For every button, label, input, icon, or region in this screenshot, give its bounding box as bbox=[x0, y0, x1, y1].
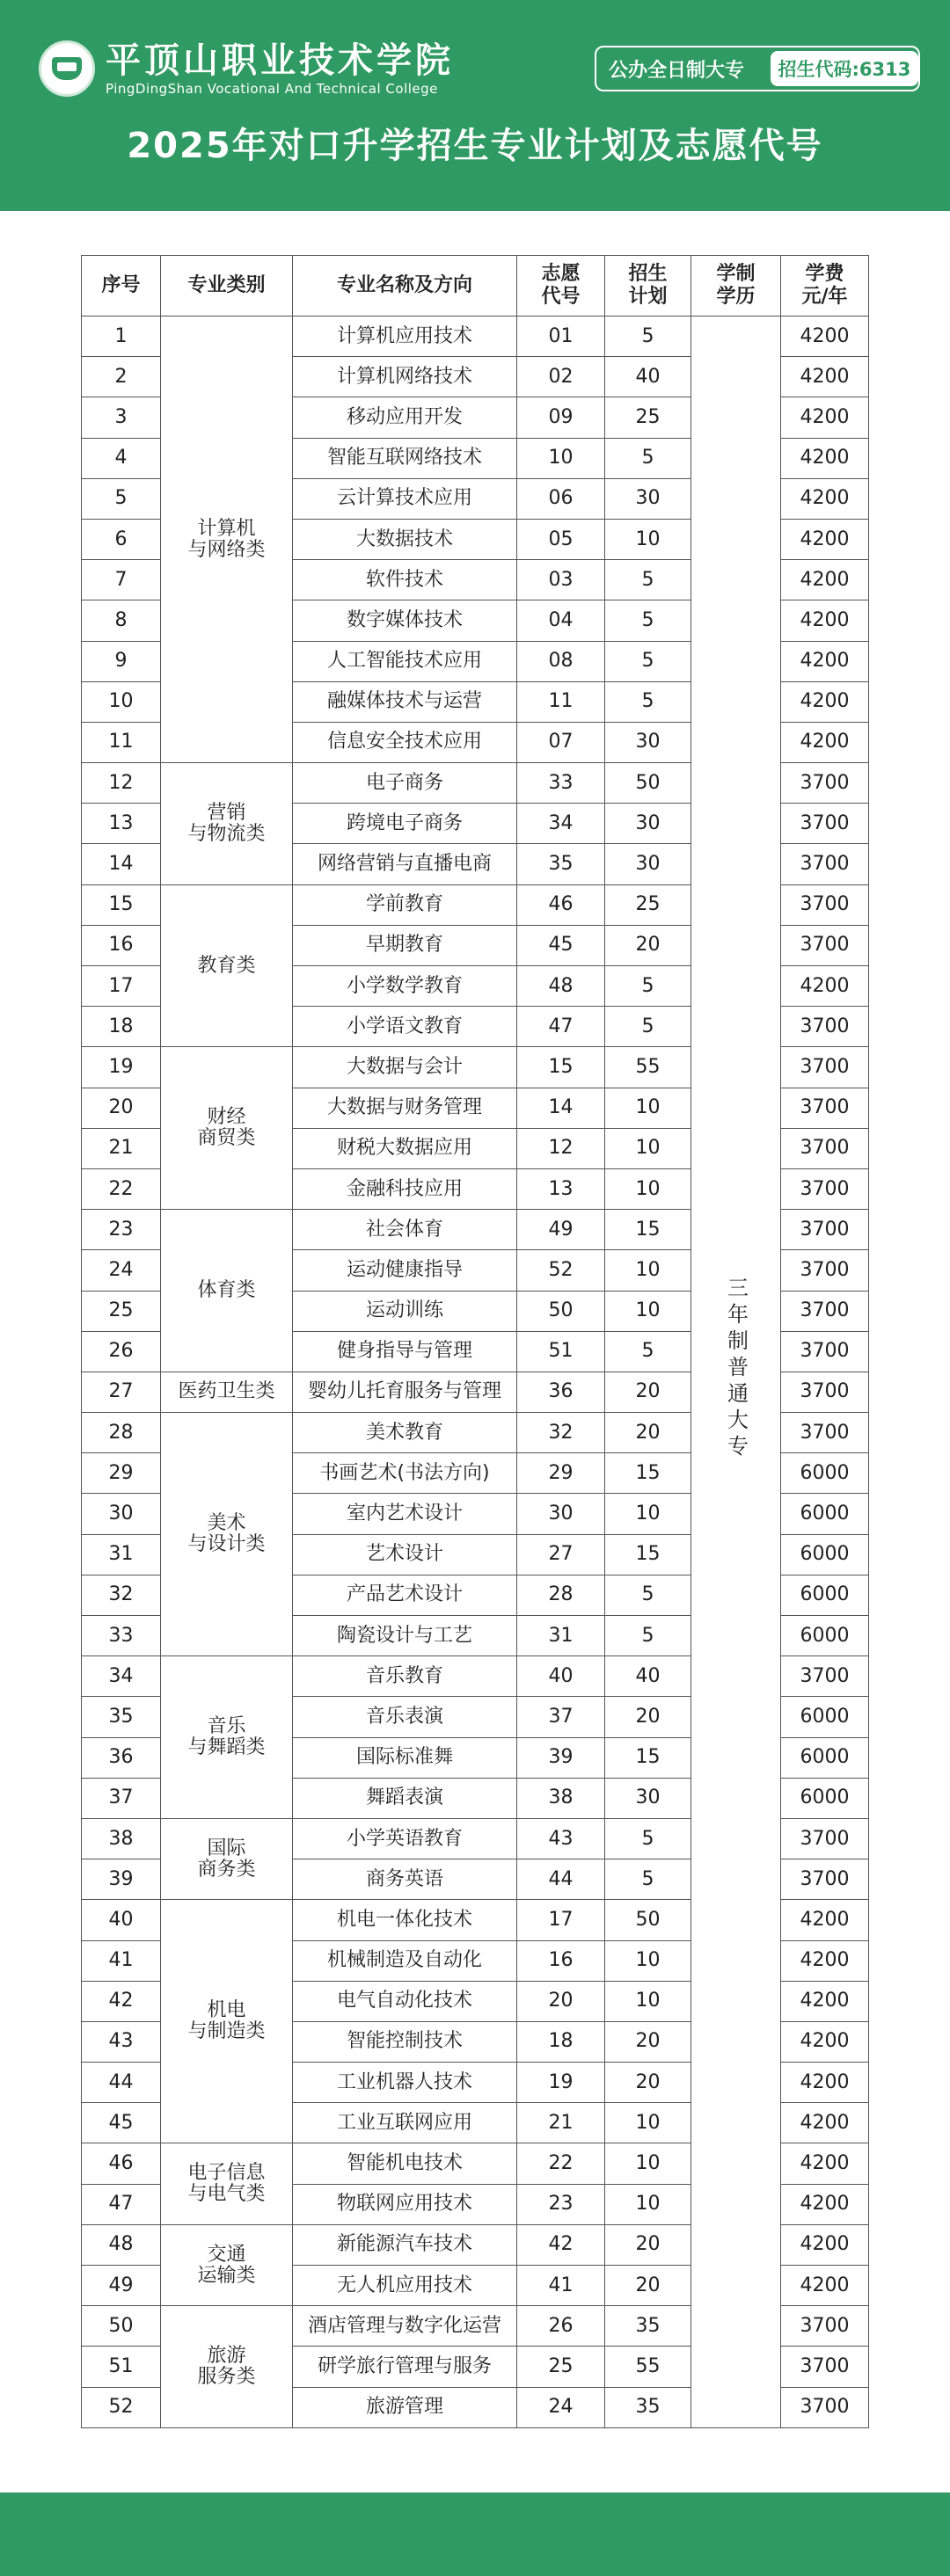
choice-code: 09 bbox=[517, 397, 605, 438]
major-name: 学前教育 bbox=[293, 884, 517, 925]
major-name: 大数据与财务管理 bbox=[293, 1088, 517, 1128]
tuition: 3700 bbox=[781, 1331, 869, 1372]
choice-code: 17 bbox=[517, 1900, 605, 1940]
major-name: 商务英语 bbox=[293, 1859, 517, 1900]
enrollment-plan: 50 bbox=[605, 763, 691, 804]
row-number: 11 bbox=[82, 722, 161, 762]
enrollment-plan: 10 bbox=[605, 2143, 691, 2184]
row-number: 51 bbox=[82, 2347, 161, 2387]
row-number: 33 bbox=[82, 1616, 161, 1656]
choice-code: 47 bbox=[517, 1007, 605, 1047]
row-number: 48 bbox=[82, 2224, 161, 2265]
enrollment-plan: 5 bbox=[605, 1616, 691, 1656]
major-name: 新能源汽车技术 bbox=[293, 2224, 517, 2265]
choice-code: 34 bbox=[517, 804, 605, 844]
choice-code: 10 bbox=[517, 438, 605, 478]
enrollment-plan: 5 bbox=[605, 317, 691, 357]
row-number: 23 bbox=[82, 1210, 161, 1250]
choice-code: 14 bbox=[517, 1088, 605, 1128]
major-name: 智能互联网络技术 bbox=[293, 438, 517, 478]
enrollment-plan: 40 bbox=[605, 1656, 691, 1697]
column-header: 序号 bbox=[82, 256, 161, 317]
column-header: 专业类别 bbox=[161, 256, 293, 317]
row-number: 1 bbox=[82, 317, 161, 357]
tuition: 3700 bbox=[781, 1372, 869, 1412]
tuition: 6000 bbox=[781, 1778, 869, 1818]
major-name: 大数据技术 bbox=[293, 519, 517, 559]
row-number: 30 bbox=[82, 1494, 161, 1534]
row-number: 22 bbox=[82, 1168, 161, 1209]
badge-code: 招生代码:6313 bbox=[771, 51, 918, 86]
row-number: 18 bbox=[82, 1007, 161, 1047]
enrollment-plan: 10 bbox=[605, 2103, 691, 2143]
row-number: 10 bbox=[82, 681, 161, 722]
category-cell: 机电 与制造类 bbox=[161, 1900, 293, 2143]
enrollment-plan: 5 bbox=[605, 1859, 691, 1900]
school-name-en: PingDingShan Vocational And Technical College bbox=[106, 81, 438, 97]
row-number: 31 bbox=[82, 1534, 161, 1575]
tuition: 3700 bbox=[781, 925, 869, 965]
tuition: 4200 bbox=[781, 1981, 869, 2021]
row-number: 47 bbox=[82, 2184, 161, 2224]
choice-code: 33 bbox=[517, 763, 605, 804]
tuition: 4200 bbox=[781, 2103, 869, 2143]
enrollment-plan: 55 bbox=[605, 1047, 691, 1088]
major-name: 婴幼儿托育服务与管理 bbox=[293, 1372, 517, 1412]
major-name: 研学旅行管理与服务 bbox=[293, 2347, 517, 2387]
tuition: 4200 bbox=[781, 2021, 869, 2062]
major-name: 小学英语教育 bbox=[293, 1818, 517, 1859]
tuition: 3700 bbox=[781, 1413, 869, 1453]
row-number: 20 bbox=[82, 1088, 161, 1128]
enrollment-plan: 10 bbox=[605, 1128, 691, 1168]
category-cell: 医药卫生类 bbox=[161, 1372, 293, 1412]
row-number: 14 bbox=[82, 844, 161, 884]
tuition: 3700 bbox=[781, 1818, 869, 1859]
enrollment-plan: 20 bbox=[605, 2266, 691, 2306]
major-name: 早期教育 bbox=[293, 925, 517, 965]
major-name: 小学语文教育 bbox=[293, 1007, 517, 1047]
row-number: 29 bbox=[82, 1453, 161, 1494]
row-number: 6 bbox=[82, 519, 161, 559]
tuition: 6000 bbox=[781, 1697, 869, 1737]
tuition: 4200 bbox=[781, 2266, 869, 2306]
row-number: 5 bbox=[82, 478, 161, 519]
choice-code: 35 bbox=[517, 844, 605, 884]
enrollment-plan: 20 bbox=[605, 1372, 691, 1412]
choice-code: 16 bbox=[517, 1940, 605, 1981]
choice-code: 04 bbox=[517, 600, 605, 641]
column-header: 招生 计划 bbox=[605, 256, 691, 317]
enrollment-plan: 10 bbox=[605, 1291, 691, 1331]
category-cell: 计算机 与网络类 bbox=[161, 317, 293, 763]
major-name: 书画艺术(书法方向) bbox=[293, 1453, 517, 1494]
tuition: 3700 bbox=[781, 1250, 869, 1291]
tuition: 3700 bbox=[781, 2306, 869, 2347]
enrollment-plan: 5 bbox=[605, 681, 691, 722]
category-cell: 音乐 与舞蹈类 bbox=[161, 1656, 293, 1819]
tuition: 3700 bbox=[781, 884, 869, 925]
column-header: 学制 学历 bbox=[691, 256, 781, 317]
tuition: 4200 bbox=[781, 681, 869, 722]
major-name: 小学数学教育 bbox=[293, 966, 517, 1007]
choice-code: 07 bbox=[517, 722, 605, 762]
row-number: 36 bbox=[82, 1737, 161, 1778]
tuition: 4200 bbox=[781, 317, 869, 357]
enrollment-plan: 30 bbox=[605, 722, 691, 762]
column-header: 志愿 代号 bbox=[517, 256, 605, 317]
choice-code: 01 bbox=[517, 317, 605, 357]
school-name: 平顶山职业技术学院 bbox=[106, 40, 454, 81]
major-name: 美术教育 bbox=[293, 1413, 517, 1453]
table-body bbox=[82, 317, 869, 2428]
enrollment-plan: 20 bbox=[605, 2224, 691, 2265]
category-cell: 教育类 bbox=[161, 884, 293, 1047]
column-header: 专业名称及方向 bbox=[293, 256, 517, 317]
tuition: 3700 bbox=[781, 1128, 869, 1168]
tuition: 3700 bbox=[781, 844, 869, 884]
category-cell: 国际 商务类 bbox=[161, 1818, 293, 1899]
major-name: 机电一体化技术 bbox=[293, 1900, 517, 1940]
major-name: 电气自动化技术 bbox=[293, 1981, 517, 2021]
choice-code: 52 bbox=[517, 1250, 605, 1291]
enrollment-plan: 10 bbox=[605, 519, 691, 559]
tuition: 4200 bbox=[781, 2063, 869, 2103]
major-name: 音乐教育 bbox=[293, 1656, 517, 1697]
row-number: 16 bbox=[82, 925, 161, 965]
enrollment-plan: 10 bbox=[605, 1981, 691, 2021]
major-name: 人工智能技术应用 bbox=[293, 641, 517, 681]
enrollment-plan: 10 bbox=[605, 1494, 691, 1534]
tuition: 4200 bbox=[781, 560, 869, 600]
enrollment-plan: 5 bbox=[605, 600, 691, 641]
major-name: 机械制造及自动化 bbox=[293, 1940, 517, 1981]
column-header: 学费 元/年 bbox=[781, 256, 869, 317]
major-name: 运动训练 bbox=[293, 1291, 517, 1331]
major-name: 旅游管理 bbox=[293, 2387, 517, 2427]
category-cell: 财经 商贸类 bbox=[161, 1047, 293, 1210]
tuition: 4200 bbox=[781, 600, 869, 641]
choice-code: 31 bbox=[517, 1616, 605, 1656]
enrollment-plan: 40 bbox=[605, 357, 691, 397]
tuition: 3700 bbox=[781, 1656, 869, 1697]
major-name: 音乐表演 bbox=[293, 1697, 517, 1737]
tuition: 4200 bbox=[781, 397, 869, 438]
row-number: 49 bbox=[82, 2266, 161, 2306]
enrollment-plan: 15 bbox=[605, 1737, 691, 1778]
major-name: 室内艺术设计 bbox=[293, 1494, 517, 1534]
enrollment-plan: 20 bbox=[605, 2063, 691, 2103]
row-number: 44 bbox=[82, 2063, 161, 2103]
major-name: 酒店管理与数字化运营 bbox=[293, 2306, 517, 2347]
enrollment-plan: 15 bbox=[605, 1534, 691, 1575]
row-number: 43 bbox=[82, 2021, 161, 2062]
tuition: 4200 bbox=[781, 2143, 869, 2184]
major-name: 跨境电子商务 bbox=[293, 804, 517, 844]
enrollment-plan: 55 bbox=[605, 2347, 691, 2387]
choice-code: 44 bbox=[517, 1859, 605, 1900]
major-name: 云计算技术应用 bbox=[293, 478, 517, 519]
enrollment-plan: 50 bbox=[605, 1900, 691, 1940]
school-logo bbox=[39, 40, 454, 97]
category-cell: 美术 与设计类 bbox=[161, 1413, 293, 1656]
choice-code: 13 bbox=[517, 1168, 605, 1209]
choice-code: 20 bbox=[517, 1981, 605, 2021]
major-name: 工业互联网应用 bbox=[293, 2103, 517, 2143]
category-cell: 营销 与物流类 bbox=[161, 763, 293, 885]
enrollment-plan: 30 bbox=[605, 1778, 691, 1818]
tuition: 4200 bbox=[781, 722, 869, 762]
major-name: 舞蹈表演 bbox=[293, 1778, 517, 1818]
major-name: 财税大数据应用 bbox=[293, 1128, 517, 1168]
tuition: 6000 bbox=[781, 1494, 869, 1534]
tuition: 6000 bbox=[781, 1737, 869, 1778]
row-number: 38 bbox=[82, 1818, 161, 1859]
row-number: 37 bbox=[82, 1778, 161, 1818]
row-number: 24 bbox=[82, 1250, 161, 1291]
tuition: 3700 bbox=[781, 1088, 869, 1128]
row-number: 45 bbox=[82, 2103, 161, 2143]
tuition: 3700 bbox=[781, 804, 869, 844]
major-name: 计算机应用技术 bbox=[293, 317, 517, 357]
category-cell: 体育类 bbox=[161, 1210, 293, 1372]
choice-code: 27 bbox=[517, 1534, 605, 1575]
choice-code: 45 bbox=[517, 925, 605, 965]
major-name: 艺术设计 bbox=[293, 1534, 517, 1575]
row-number: 50 bbox=[82, 2306, 161, 2347]
tuition: 6000 bbox=[781, 1575, 869, 1615]
enrollment-plan: 5 bbox=[605, 1007, 691, 1047]
row-number: 34 bbox=[82, 1656, 161, 1697]
choice-code: 48 bbox=[517, 966, 605, 1007]
major-name: 数字媒体技术 bbox=[293, 600, 517, 641]
row-number: 17 bbox=[82, 966, 161, 1007]
enrollment-plan: 35 bbox=[605, 2387, 691, 2427]
enrollment-plan: 30 bbox=[605, 844, 691, 884]
major-name: 软件技术 bbox=[293, 560, 517, 600]
choice-code: 37 bbox=[517, 1697, 605, 1737]
row-number: 21 bbox=[82, 1128, 161, 1168]
category-cell: 旅游 服务类 bbox=[161, 2306, 293, 2428]
tuition: 4200 bbox=[781, 966, 869, 1007]
choice-code: 11 bbox=[517, 681, 605, 722]
choice-code: 03 bbox=[517, 560, 605, 600]
tuition: 4200 bbox=[781, 641, 869, 681]
enrollment-plan: 5 bbox=[605, 560, 691, 600]
table-header-row bbox=[82, 256, 869, 317]
enrollment-plan: 30 bbox=[605, 478, 691, 519]
choice-code: 36 bbox=[517, 1372, 605, 1412]
choice-code: 38 bbox=[517, 1778, 605, 1818]
row-number: 27 bbox=[82, 1372, 161, 1412]
enrollment-plan: 30 bbox=[605, 804, 691, 844]
choice-code: 40 bbox=[517, 1656, 605, 1697]
category-cell: 电子信息 与电气类 bbox=[161, 2143, 293, 2224]
enrollment-plan: 15 bbox=[605, 1453, 691, 1494]
row-number: 9 bbox=[82, 641, 161, 681]
choice-code: 02 bbox=[517, 357, 605, 397]
enrollment-plan: 25 bbox=[605, 397, 691, 438]
choice-code: 42 bbox=[517, 2224, 605, 2265]
major-name: 健身指导与管理 bbox=[293, 1331, 517, 1372]
enrollment-plan: 5 bbox=[605, 1575, 691, 1615]
choice-code: 41 bbox=[517, 2266, 605, 2306]
choice-code: 21 bbox=[517, 2103, 605, 2143]
tuition: 3700 bbox=[781, 1007, 869, 1047]
row-number: 7 bbox=[82, 560, 161, 600]
major-name: 工业机器人技术 bbox=[293, 2063, 517, 2103]
enrollment-plan: 10 bbox=[605, 1088, 691, 1128]
tuition: 4200 bbox=[781, 2224, 869, 2265]
choice-code: 06 bbox=[517, 478, 605, 519]
choice-code: 43 bbox=[517, 1818, 605, 1859]
choice-code: 32 bbox=[517, 1413, 605, 1453]
tuition: 4200 bbox=[781, 478, 869, 519]
tuition: 4200 bbox=[781, 438, 869, 478]
header-banner bbox=[0, 0, 950, 211]
page-title: 2025年对口升学招生专业计划及志愿代号 bbox=[127, 126, 823, 166]
row-number: 19 bbox=[82, 1047, 161, 1088]
program-system-text: 三年制普通大专 bbox=[723, 1277, 749, 1462]
choice-code: 29 bbox=[517, 1453, 605, 1494]
school-emblem-icon bbox=[39, 40, 95, 97]
choice-code: 39 bbox=[517, 1737, 605, 1778]
choice-code: 49 bbox=[517, 1210, 605, 1250]
plan-table bbox=[81, 255, 869, 2428]
major-name: 陶瓷设计与工艺 bbox=[293, 1616, 517, 1656]
enrollment-plan: 20 bbox=[605, 1697, 691, 1737]
tuition: 3700 bbox=[781, 1859, 869, 1900]
enrollment-plan: 10 bbox=[605, 1168, 691, 1209]
enrollment-plan: 20 bbox=[605, 925, 691, 965]
row-number: 13 bbox=[82, 804, 161, 844]
row-number: 52 bbox=[82, 2387, 161, 2427]
major-name: 智能控制技术 bbox=[293, 2021, 517, 2062]
major-name: 信息安全技术应用 bbox=[293, 722, 517, 762]
choice-code: 50 bbox=[517, 1291, 605, 1331]
row-number: 46 bbox=[82, 2143, 161, 2184]
row-number: 25 bbox=[82, 1291, 161, 1331]
tuition: 6000 bbox=[781, 1616, 869, 1656]
major-name: 社会体育 bbox=[293, 1210, 517, 1250]
major-name: 计算机网络技术 bbox=[293, 357, 517, 397]
tuition: 3700 bbox=[781, 1291, 869, 1331]
major-name: 运动健康指导 bbox=[293, 1250, 517, 1291]
choice-code: 19 bbox=[517, 2063, 605, 2103]
tuition: 4200 bbox=[781, 1940, 869, 1981]
row-number: 28 bbox=[82, 1413, 161, 1453]
tuition: 6000 bbox=[781, 1534, 869, 1575]
badge-type: 公办全日制大专 bbox=[609, 59, 745, 82]
major-name: 产品艺术设计 bbox=[293, 1575, 517, 1615]
enrollment-plan: 20 bbox=[605, 2021, 691, 2062]
choice-code: 28 bbox=[517, 1575, 605, 1615]
enrollment-plan: 5 bbox=[605, 641, 691, 681]
admission-badge bbox=[595, 46, 920, 91]
choice-code: 12 bbox=[517, 1128, 605, 1168]
major-name: 金融科技应用 bbox=[293, 1168, 517, 1209]
enrollment-plan: 5 bbox=[605, 966, 691, 1007]
enrollment-plan: 10 bbox=[605, 1940, 691, 1981]
row-number: 12 bbox=[82, 763, 161, 804]
choice-code: 15 bbox=[517, 1047, 605, 1088]
row-number: 42 bbox=[82, 1981, 161, 2021]
enrollment-plan: 5 bbox=[605, 438, 691, 478]
enrollment-plan: 20 bbox=[605, 1413, 691, 1453]
row-number: 2 bbox=[82, 357, 161, 397]
tuition: 3700 bbox=[781, 2347, 869, 2387]
choice-code: 46 bbox=[517, 884, 605, 925]
tuition: 3700 bbox=[781, 763, 869, 804]
choice-code: 51 bbox=[517, 1331, 605, 1372]
row-number: 8 bbox=[82, 600, 161, 641]
row-number: 39 bbox=[82, 1859, 161, 1900]
major-name: 物联网应用技术 bbox=[293, 2184, 517, 2224]
row-number: 3 bbox=[82, 397, 161, 438]
tuition: 3700 bbox=[781, 1168, 869, 1209]
major-name: 智能机电技术 bbox=[293, 2143, 517, 2184]
row-number: 35 bbox=[82, 1697, 161, 1737]
choice-code: 23 bbox=[517, 2184, 605, 2224]
tuition: 3700 bbox=[781, 2387, 869, 2427]
choice-code: 24 bbox=[517, 2387, 605, 2427]
major-name: 无人机应用技术 bbox=[293, 2266, 517, 2306]
row-number: 4 bbox=[82, 438, 161, 478]
enrollment-plan: 35 bbox=[605, 2306, 691, 2347]
major-name: 电子商务 bbox=[293, 763, 517, 804]
major-name: 国际标准舞 bbox=[293, 1737, 517, 1778]
table-row bbox=[82, 317, 869, 357]
major-name: 大数据与会计 bbox=[293, 1047, 517, 1088]
choice-code: 25 bbox=[517, 2347, 605, 2387]
tuition: 3700 bbox=[781, 1047, 869, 1088]
row-number: 15 bbox=[82, 884, 161, 925]
enrollment-plan: 10 bbox=[605, 1250, 691, 1291]
tuition: 6000 bbox=[781, 1453, 869, 1494]
program-system-cell bbox=[691, 317, 781, 2428]
footer-banner bbox=[0, 2492, 950, 2576]
choice-code: 05 bbox=[517, 519, 605, 559]
enrollment-plan: 25 bbox=[605, 884, 691, 925]
enrollment-plan: 15 bbox=[605, 1210, 691, 1250]
major-name: 融媒体技术与运营 bbox=[293, 681, 517, 722]
tuition: 4200 bbox=[781, 1900, 869, 1940]
major-name: 移动应用开发 bbox=[293, 397, 517, 438]
tuition: 3700 bbox=[781, 1210, 869, 1250]
enrollment-plan: 5 bbox=[605, 1818, 691, 1859]
row-number: 41 bbox=[82, 1940, 161, 1981]
enrollment-plan: 5 bbox=[605, 1331, 691, 1372]
choice-code: 18 bbox=[517, 2021, 605, 2062]
plan-table-wrap bbox=[81, 255, 868, 2428]
tuition: 4200 bbox=[781, 357, 869, 397]
enrollment-plan: 10 bbox=[605, 2184, 691, 2224]
tuition: 4200 bbox=[781, 2184, 869, 2224]
category-cell: 交通 运输类 bbox=[161, 2224, 293, 2305]
row-number: 32 bbox=[82, 1575, 161, 1615]
row-number: 26 bbox=[82, 1331, 161, 1372]
tuition: 4200 bbox=[781, 519, 869, 559]
choice-code: 22 bbox=[517, 2143, 605, 2184]
major-name: 网络营销与直播电商 bbox=[293, 844, 517, 884]
choice-code: 26 bbox=[517, 2306, 605, 2347]
row-number: 40 bbox=[82, 1900, 161, 1940]
choice-code: 08 bbox=[517, 641, 605, 681]
choice-code: 30 bbox=[517, 1494, 605, 1534]
